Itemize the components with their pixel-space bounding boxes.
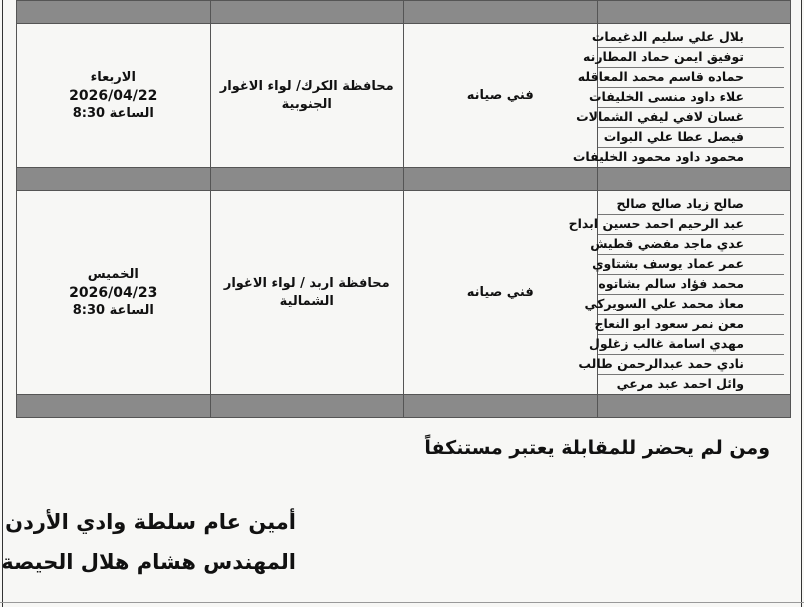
bottom-divider [0, 602, 804, 603]
candidate-name: مهدي اسامة غالب زغلول [598, 335, 785, 355]
interview-date: 2026/04/22 [69, 87, 158, 104]
region-cell: محافظة اربد / لواء الاغوار الشمالية [210, 191, 404, 395]
candidate-name: حماده قاسم محمد المعاقله [598, 68, 785, 88]
candidate-name: معاذ محمد علي السويركي [598, 295, 785, 315]
separator-row [17, 168, 791, 191]
job-title-cell: فني صيانه [404, 24, 598, 168]
candidate-name: وائل احمد عبد مرعي [616, 376, 744, 391]
candidate-name: فيصل عطا علي البوات [598, 128, 785, 148]
signatory-title: أمين عام سلطة وادي الأردن [5, 510, 296, 534]
interview-time: الساعة 8:30 [72, 105, 154, 121]
interview-time: الساعة 8:30 [72, 302, 154, 318]
date-cell [17, 24, 211, 168]
candidate-name: محمد فؤاد سالم بشاتوه [598, 275, 785, 295]
schedule-row-group-2 [17, 191, 791, 395]
absence-notice: ومن لم يحضر للمقابلة يعتبر مستنكفاً [424, 437, 770, 459]
interview-date: 2026/04/23 [69, 284, 158, 301]
names-cell [572, 24, 791, 168]
separator-row [17, 1, 791, 24]
interview-day: الاربعاء [90, 69, 136, 85]
separator-row [17, 395, 791, 418]
date-cell [17, 191, 211, 395]
candidate-name: معن نمر سعود ابو النعاج [598, 315, 785, 335]
page-border-left [2, 0, 3, 607]
signatory-name: المهندس هشام هلال الحيصة [1, 550, 296, 574]
candidate-name: عمر عماد يوسف بشتاوي [598, 255, 785, 275]
page-border-right [801, 0, 802, 607]
job-title-cell: فني صيانه [404, 191, 598, 395]
candidate-name: صالح زياد صالح صالح [598, 195, 785, 215]
candidate-name: غسان لافي ليفي الشمالات [598, 108, 785, 128]
candidate-name: توفيق ايمن حماد المطارنه [598, 48, 785, 68]
schedule-row-group-1 [17, 24, 791, 168]
candidate-name: عبد الرحيم احمد حسين ابداح [598, 215, 785, 235]
interview-day: الخميس [87, 266, 139, 282]
candidate-name: علاء داود منسى الخليفات [598, 88, 785, 108]
candidate-name: محمود داود محمود الخليفات [572, 149, 744, 164]
region-cell: محافظة الكرك/ لواء الاغوار الجنوبية [210, 24, 404, 168]
candidate-name: عدي ماجد مفضي قطيش [598, 235, 785, 255]
candidate-name: نادي حمد عبدالرحمن طالب [598, 355, 785, 375]
candidate-name: بلال علي سليم الدغيمات [598, 28, 785, 48]
interview-schedule-table [16, 0, 791, 418]
names-cell [568, 191, 791, 395]
